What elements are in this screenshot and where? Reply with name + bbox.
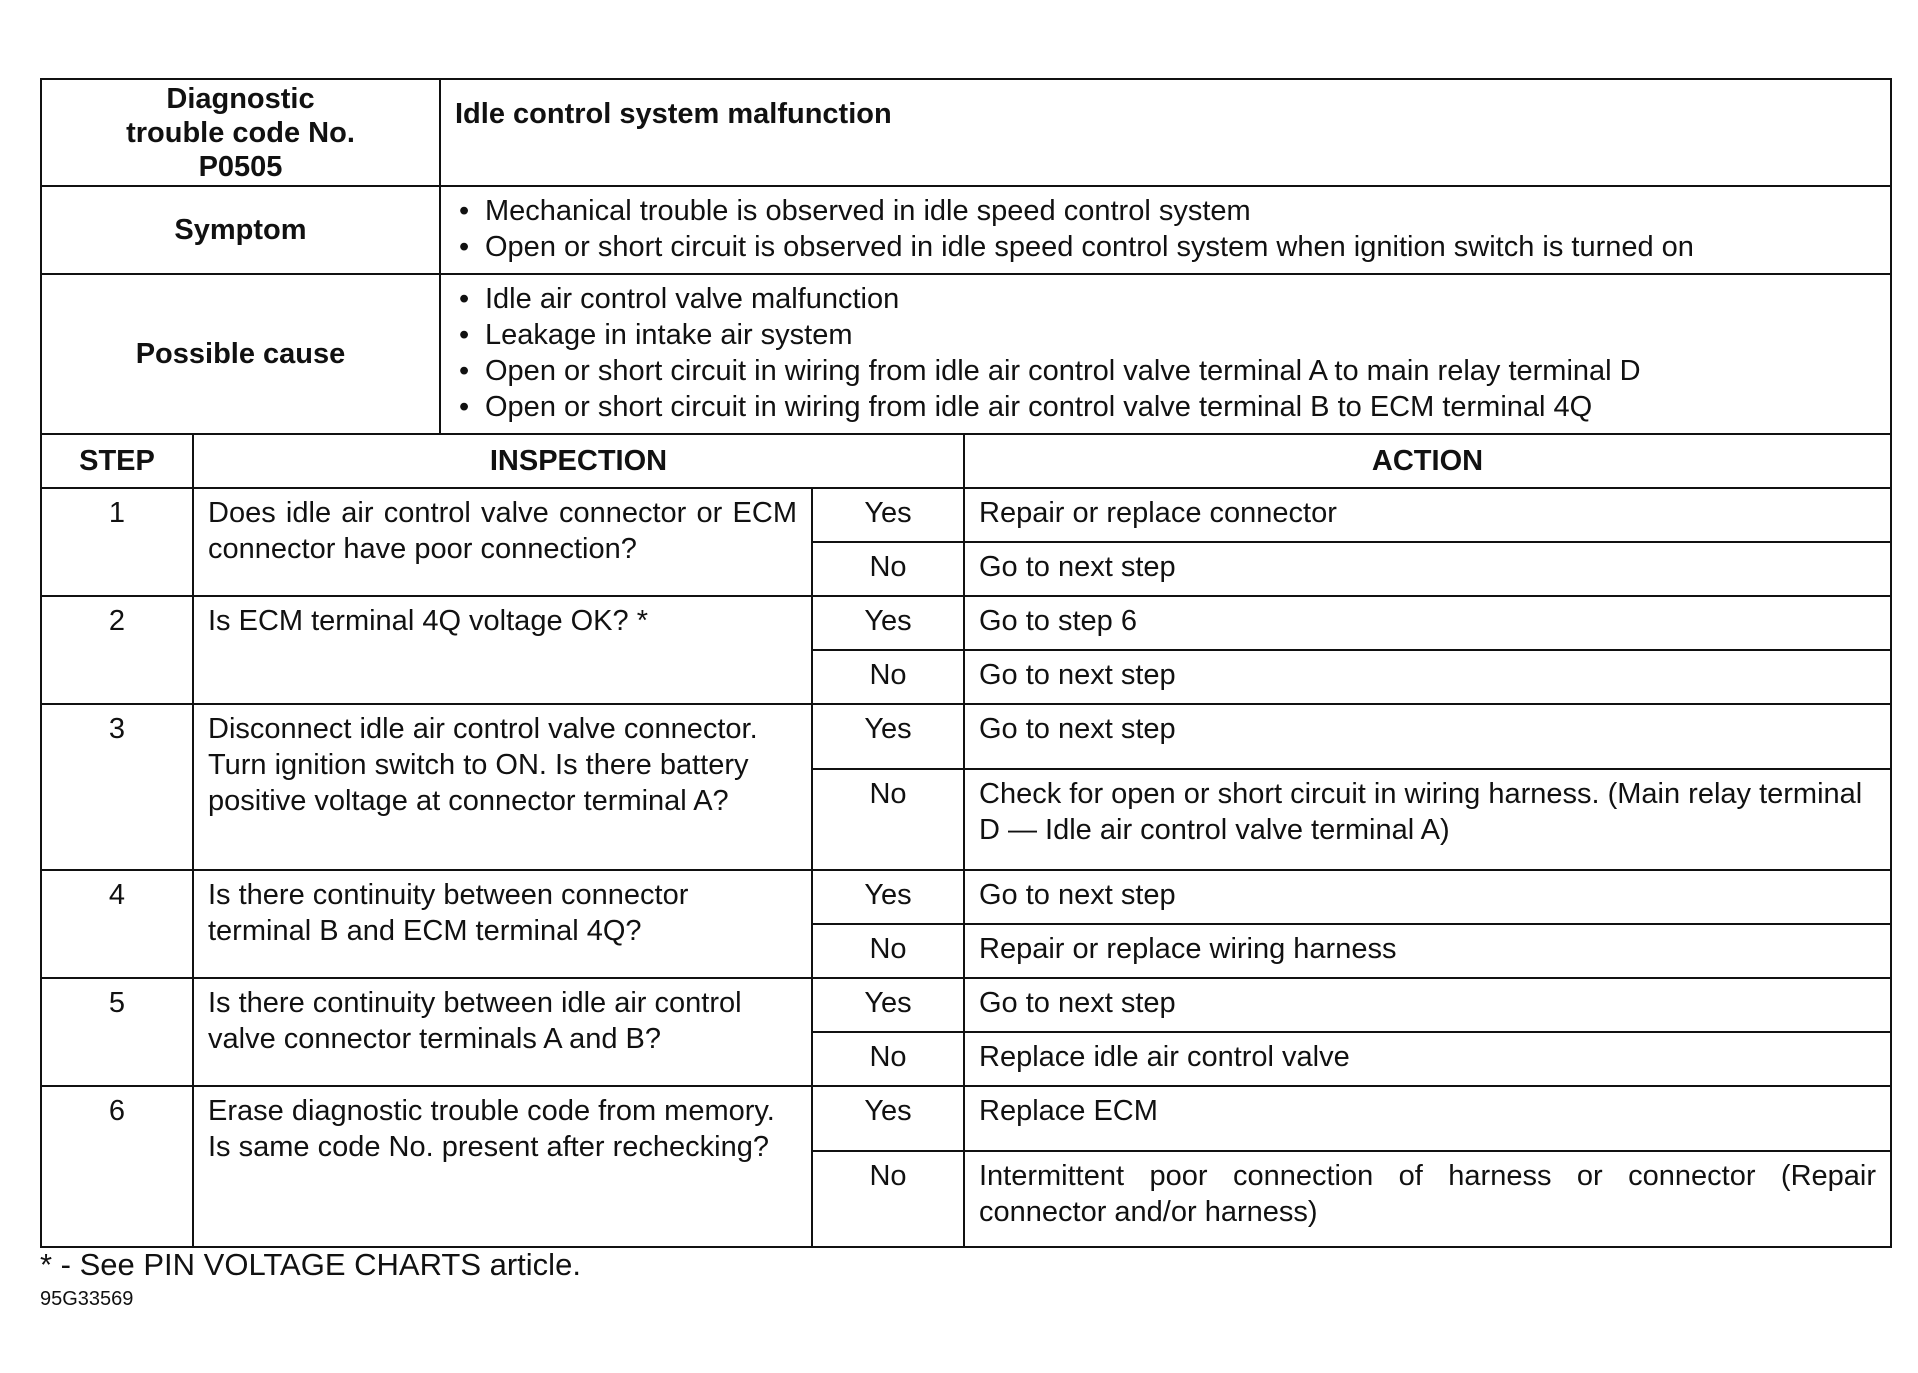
footnote: * - See PIN VOLTAGE CHARTS article. (40, 1247, 581, 1282)
step-number: 1 (41, 488, 193, 596)
no-label: No (812, 1151, 964, 1247)
cause-item: • Leakage in intake air system (455, 317, 1880, 353)
yes-action: Repair or replace connector (964, 488, 1891, 542)
column-header-row (41, 434, 1891, 488)
yes-action: Go to step 6 (964, 596, 1891, 650)
step-number: 6 (41, 1086, 193, 1247)
symptom-row (41, 186, 1891, 274)
yes-label: Yes (812, 488, 964, 542)
code-label: Diagnostic trouble code No. P0505 (126, 82, 355, 183)
yes-label: Yes (812, 978, 964, 1032)
header-row (41, 79, 1891, 186)
diagnostic-document (40, 78, 1890, 1248)
inspection-text: Does idle air control valve connector or ECM connector have poor connection? (193, 488, 812, 596)
inspection-text: Erase diagnostic trouble code from memory. (208, 1095, 775, 1127)
column-header-inspection: INSPECTION (193, 434, 964, 488)
page-title: Idle control system malfunction (440, 79, 1891, 186)
yes-action: Go to next step (964, 704, 1891, 769)
step-6-yes-row (41, 1086, 1891, 1151)
yes-action: Go to next step (964, 870, 1891, 924)
inspection-text-2: Is same code No. present after rechecking? (208, 1131, 769, 1163)
no-label: No (812, 769, 964, 870)
symptom-item: • Mechanical trouble is observed in idle speed control system (455, 193, 1880, 229)
inspection-cell (193, 1086, 812, 1247)
yes-action: Go to next step (964, 978, 1891, 1032)
column-header-step: STEP (41, 434, 193, 488)
inspection-text: Is ECM terminal 4Q voltage OK? * (193, 596, 812, 704)
step-4-yes-row (41, 870, 1891, 924)
column-header-action: ACTION (964, 434, 1891, 488)
yes-action: Replace ECM (964, 1086, 1891, 1151)
yes-label: Yes (812, 596, 964, 650)
symptom-label: Symptom (41, 186, 440, 274)
possible-cause-cell (440, 274, 1891, 434)
step-2-yes-row (41, 596, 1891, 650)
yes-label: Yes (812, 704, 964, 769)
possible-cause-row (41, 274, 1891, 434)
no-action: Go to next step (964, 650, 1891, 704)
cause-item: • Open or short circuit in wiring from idle air control valve terminal B to ECM terminal 4Q (455, 389, 1880, 425)
step-number: 5 (41, 978, 193, 1086)
no-label: No (812, 542, 964, 596)
cause-item: • Open or short circuit in wiring from idle air control valve terminal A to main relay terminal D (455, 353, 1880, 389)
no-action: Repair or replace wiring harness (964, 924, 1891, 978)
step-number: 3 (41, 704, 193, 870)
symptom-list (441, 187, 1890, 269)
step-number: 4 (41, 870, 193, 978)
step-1-yes-row (41, 488, 1891, 542)
no-action: Check for open or short circuit in wiring harness. (Main relay terminal D — Idle air control valve terminal A) (964, 769, 1891, 870)
inspection-text: Is there continuity between idle air control valve connector terminals A and B? (193, 978, 812, 1086)
possible-cause-list (441, 275, 1890, 429)
no-action: Intermittent poor connection of harness or connector (Repair connector and/or harness) (964, 1151, 1891, 1247)
possible-cause-label: Possible cause (41, 274, 440, 434)
symptom-item: • Open or short circuit is observed in idle speed control system when ignition switch is turned on (455, 229, 1880, 265)
step-number: 2 (41, 596, 193, 704)
no-label: No (812, 1032, 964, 1086)
figure-id: 95G33569 (40, 1288, 134, 1310)
diagnostic-table (40, 78, 1892, 1248)
step-5-yes-row (41, 978, 1891, 1032)
cause-item: • Idle air control valve malfunction (455, 281, 1880, 317)
no-action: Go to next step (964, 542, 1891, 596)
symptom-cell (440, 186, 1891, 274)
inspection-text: Is there continuity between connector terminal B and ECM terminal 4Q? (193, 870, 812, 978)
no-label: No (812, 924, 964, 978)
yes-label: Yes (812, 870, 964, 924)
code-label-cell (41, 79, 440, 186)
step-3-yes-row (41, 704, 1891, 769)
no-label: No (812, 650, 964, 704)
yes-label: Yes (812, 1086, 964, 1151)
no-action: Replace idle air control valve (964, 1032, 1891, 1086)
inspection-text: Disconnect idle air control valve connector. Turn ignition switch to ON. Is there battery positive voltage at connector terminal A? (193, 704, 812, 870)
